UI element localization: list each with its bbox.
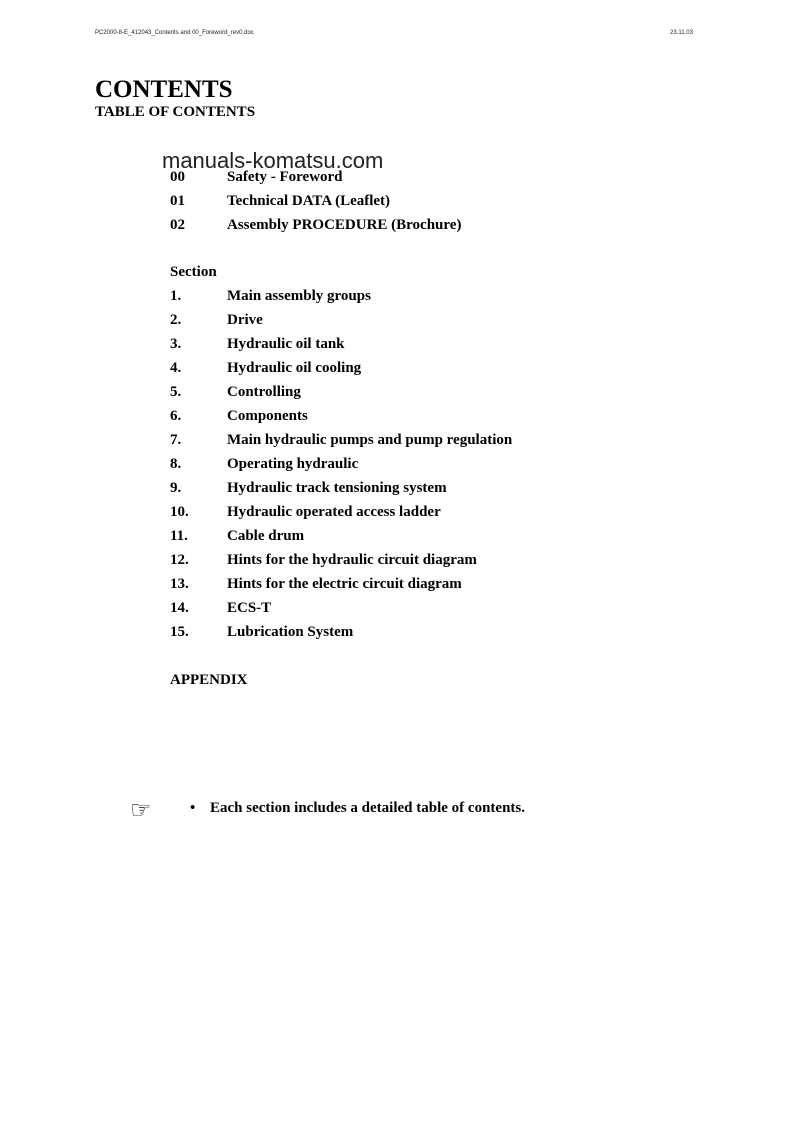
bullet-icon: • bbox=[190, 800, 196, 816]
page-subtitle: TABLE OF CONTENTS bbox=[95, 104, 256, 120]
toc-number: 01 bbox=[170, 193, 185, 209]
toc-number: 11. bbox=[170, 528, 188, 544]
toc-label: Main assembly groups bbox=[227, 288, 371, 304]
toc-number: 5. bbox=[170, 384, 182, 400]
toc-number: 1. bbox=[170, 288, 182, 304]
toc-label: Operating hydraulic bbox=[227, 456, 359, 472]
toc-number: 12. bbox=[170, 552, 189, 568]
section-heading: Section bbox=[170, 264, 217, 280]
toc-label: Hydraulic track tensioning system bbox=[227, 480, 447, 496]
note-text: Each section includes a detailed table of contents. bbox=[210, 800, 525, 816]
toc-label: Components bbox=[227, 408, 308, 424]
toc-number: 2. bbox=[170, 312, 182, 328]
header-date: 23.11.03 bbox=[670, 30, 693, 36]
watermark: manuals-komatsu.com bbox=[162, 148, 384, 173]
toc-label: Controlling bbox=[227, 384, 301, 400]
toc-number: 15. bbox=[170, 624, 189, 640]
toc-number: 00 bbox=[170, 169, 185, 185]
toc-number: 10. bbox=[170, 504, 189, 520]
toc-number: 6. bbox=[170, 408, 182, 424]
page-title: CONTENTS bbox=[95, 76, 233, 103]
toc-number: 13. bbox=[170, 576, 189, 592]
pointing-hand-icon: ☞ bbox=[130, 796, 152, 824]
toc-number: 14. bbox=[170, 600, 189, 616]
toc-label: Hydraulic oil tank bbox=[227, 336, 345, 352]
toc-label: Assembly PROCEDURE (Brochure) bbox=[227, 217, 462, 233]
toc-label: Hydraulic operated access ladder bbox=[227, 504, 441, 520]
toc-number: 9. bbox=[170, 480, 182, 496]
toc-label: ECS-T bbox=[227, 600, 272, 616]
toc-number: 4. bbox=[170, 360, 182, 376]
toc-number: 02 bbox=[170, 217, 185, 233]
toc-label: Hints for the hydraulic circuit diagram bbox=[227, 552, 477, 568]
toc-label: Drive bbox=[227, 312, 263, 328]
appendix-heading: APPENDIX bbox=[170, 672, 248, 688]
toc-label: Technical DATA (Leaflet) bbox=[227, 193, 391, 209]
toc-label: Main hydraulic pumps and pump regulation bbox=[227, 432, 513, 448]
header-filename: PC2000-8-E_412043_Contents and 00_Foreword_rev0.doc bbox=[95, 30, 254, 36]
toc-label: Hints for the electric circuit diagram bbox=[227, 576, 462, 592]
toc-label: Lubrication System bbox=[227, 624, 354, 640]
toc-number: 3. bbox=[170, 336, 182, 352]
toc-label: Safety - Foreword bbox=[227, 169, 343, 185]
toc-number: 7. bbox=[170, 432, 182, 448]
toc-number: 8. bbox=[170, 456, 182, 472]
toc-label: Hydraulic oil cooling bbox=[227, 360, 362, 376]
toc-label: Cable drum bbox=[227, 528, 305, 544]
